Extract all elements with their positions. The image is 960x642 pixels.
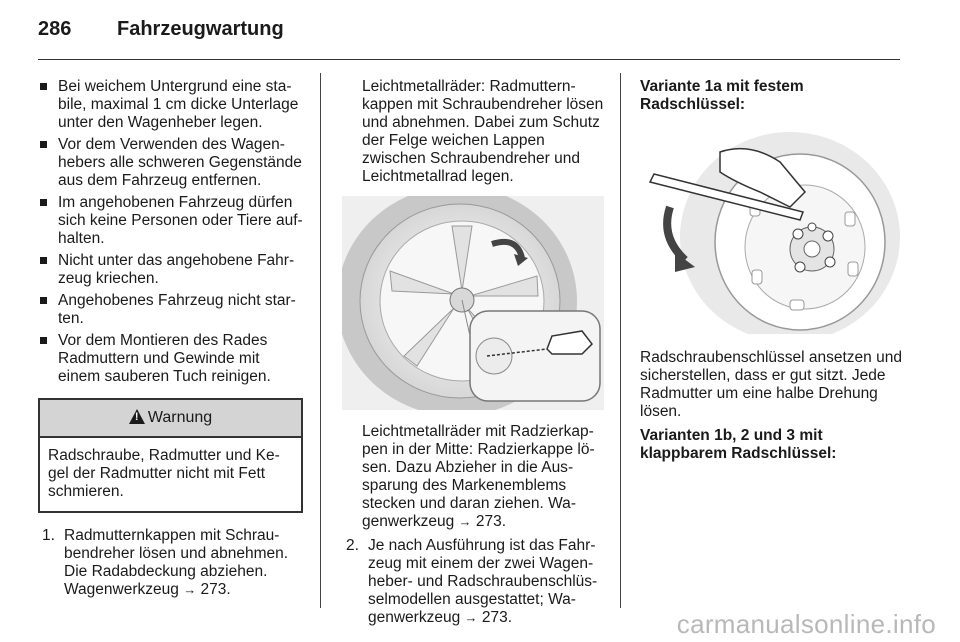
column-divider-1	[320, 73, 321, 608]
step-text: Je nach Ausführung ist das Fahrzeug mit einem der zwei Wagenheber- und Radschraubenschlüsselmodellen ausgestattet; Wagenwerkzeug	[368, 537, 598, 626]
step-text: Radmutternkappen mit Schraubendreher lösen und abnehmen. Die Radabdeckung abziehen. Wagenwerkzeug	[64, 527, 289, 598]
page-reference-icon: →	[183, 582, 197, 597]
column-divider-2	[620, 73, 621, 608]
page-reference[interactable]: 273.	[481, 609, 512, 626]
bullet-item: Nicht unter das angehobene Fahrzeug kriechen.	[38, 252, 303, 288]
page-reference-icon: →	[464, 610, 478, 625]
step-number: 1.	[42, 527, 55, 544]
bullet-item: Im angehobenen Fahrzeug dürfen sich keine Personen oder Tiere aufhalten.	[38, 194, 303, 248]
wheel-wrench-figure	[640, 122, 902, 339]
alloy-wheel-figure	[342, 196, 604, 415]
warning-box	[38, 398, 303, 513]
column-1	[38, 78, 303, 599]
column-2	[342, 78, 604, 627]
watermark: carmanualsonline.info	[676, 609, 936, 639]
step-2	[342, 537, 604, 627]
warning-header	[40, 400, 301, 438]
page-reference[interactable]: 273.	[475, 513, 506, 530]
wrench-caption: Radschraubenschlüssel ansetzen und sicherstellen, dass er gut sitzt. Jede Radmutter um eine halbe Drehung lösen.	[640, 349, 902, 420]
page-number: 286	[38, 18, 72, 40]
alloy-wheel-paragraph: Leichtmetallräder: Radmutternkappen mit Schraubendreher lösen und abnehmen. Dabei zum Schutz der Felge weichen Lappen zwischen Schraubendreher und Leichtmetallrad legen.	[362, 78, 604, 185]
bullet-item: Vor dem Montieren des Rades Radmuttern und Gewinde mit einem sauberen Tuch reinigen.	[38, 332, 303, 386]
page-reference[interactable]: 273.	[200, 581, 231, 598]
header-rule	[38, 59, 900, 60]
bullet-item: Angehobenes Fahrzeug nicht starten.	[38, 292, 303, 328]
variants-heading: Varianten 1b, 2 und 3 mit klappbarem Radschlüssel:	[640, 427, 837, 462]
warning-text: Radschraube, Radmutter und Kegel der Radmutter nicht mit Fett schmieren.	[48, 447, 280, 500]
alloy-wheel-illustration	[342, 196, 604, 410]
bullet-item: Vor dem Verwenden des Wagenhebers alle schweren Gegenstände aus dem Fahrzeug entfernen.	[38, 136, 303, 190]
variant-1a-heading: Variante 1a mit festem Radschlüssel:	[640, 78, 804, 113]
step-1	[38, 527, 303, 599]
hubcap-paragraph	[342, 423, 604, 531]
wheel-wrench-illustration	[640, 122, 902, 334]
warning-triangle-icon	[129, 409, 145, 424]
safety-bullet-list	[38, 78, 303, 386]
page-title: Fahrzeugwartung	[117, 18, 284, 40]
bullet-item: Bei weichem Untergrund eine stabile, maximal 1 cm dicke Unterlage unter den Wagenheber legen.	[38, 78, 303, 132]
step-number: 2.	[346, 537, 359, 554]
page-reference-icon: →	[458, 514, 472, 529]
hubcap-text: Leichtmetallräder mit Radzierkappen in der Mitte: Radzierkappe lösen. Dazu Abzieher in die Aussparung des Markenemblems stecken und daran ziehen. Wagenwerkzeug	[362, 423, 595, 530]
warning-heading: Warnung	[147, 409, 213, 426]
column-3	[640, 78, 902, 463]
